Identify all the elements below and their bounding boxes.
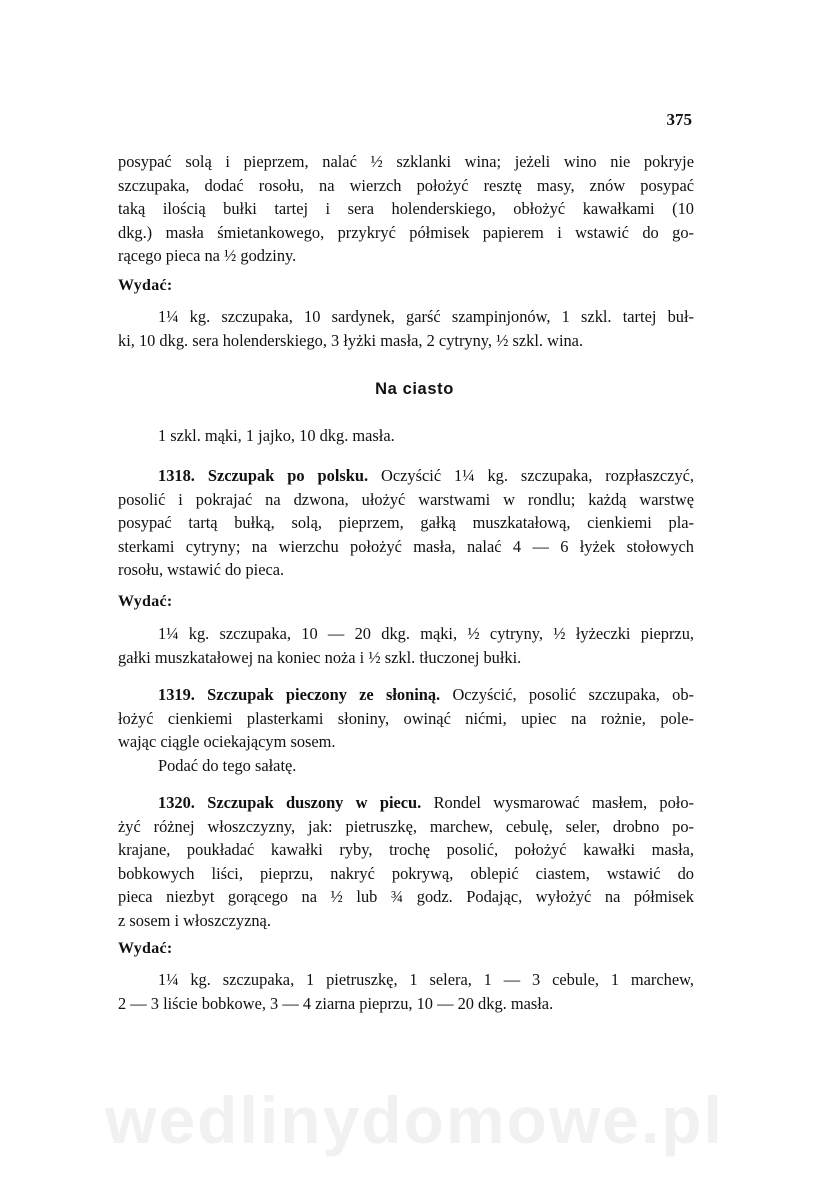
text-line: 1¼ kg. szczupaka, 10 sardynek, garść szampinjonów, 1 szkl. tartej buł- (158, 307, 694, 326)
recipe-number: 1319. (158, 685, 195, 704)
recipe-1318 (118, 464, 694, 582)
ingredients-section-1 (118, 274, 694, 298)
ingredients-heading: Wydać: (118, 940, 173, 957)
ingredients-section-3 (118, 937, 694, 961)
text-line: gałki muszkatałowej na koniec noża i ½ szkl. tłuczonej bułki. (118, 647, 522, 667)
recipe-first-line (118, 791, 694, 815)
text-line: rącego pieca na ½ godziny. (118, 246, 297, 265)
recipe-number: 1318. (158, 466, 195, 485)
recipe-1320 (118, 791, 694, 932)
text-line: 2 — 3 liście bobkowe, 3 — 4 ziarna pieprzu, 10 — 20 dkg. masła. (118, 993, 554, 1013)
text-line: bobkowych liści, pieprzu, nakryć pokrywą, oblepić ciastem, wstawić do (118, 863, 694, 883)
text-line: pieca niezbyt gorącego na ½ lub ¾ godz. Podając, wyłożyć na półmisek (118, 887, 694, 906)
recipe-first-line (118, 464, 694, 488)
recipe-number: 1320. (158, 793, 195, 812)
recipe-title: Szczupak po polsku. (207, 466, 369, 485)
recipe-title: Szczupak duszony w piecu. (207, 793, 422, 812)
recipe-text: Oczyścić, posolić szczupaka, ob- (452, 685, 694, 704)
page-number: 375 (666, 110, 692, 129)
text-line: z sosem i włoszczyzną. (118, 910, 271, 930)
text-line: posypać solą i pieprzem, nalać ½ szklanki wina; jeżeli wino nie pokryje (118, 152, 694, 171)
text-line: sterkami cytryny; na wierzchu położyć masła, nalać 4 — 6 łyżek stołowych (118, 536, 694, 556)
ingredients-list-3 (118, 968, 694, 1015)
dough-ingredients (118, 424, 694, 448)
text-line: ki, 10 dkg. sera holenderskiego, 3 łyżki masła, 2 cytryny, ½ szkl. wina. (118, 330, 584, 350)
text-line: rosołu, wstawić do pieca. (118, 560, 285, 579)
ingredients-heading: Wydać: (118, 277, 173, 294)
ingredients-section-2 (118, 590, 694, 614)
text-line: żyć różnej włoszczyzny, jak: pietruszkę, marchew, cebulę, seler, drobno po- (118, 816, 694, 836)
text-line: taką ilością bułki tartej i sera holenderskiego, obłożyć kawałkami (10 (118, 199, 694, 218)
paragraph-continuation (118, 150, 694, 268)
text-line: 1¼ kg. szczupaka, 10 — 20 dkg. mąki, ½ cytryny, ½ łyżeczki pieprzu, (158, 624, 694, 643)
text-line: krajane, poukładać kawałki ryby, trochę posolić, położyć kawałki masła, (118, 840, 694, 859)
text-line: dkg.) masła śmietankowego, przykryć półmisek papierem i wstawić do go- (118, 222, 694, 242)
text-line: szczupaka, dodać rosołu, na wierzch położyć resztę masy, znów posypać (118, 175, 694, 195)
recipe-first-line (118, 683, 694, 707)
text-line: 1¼ kg. szczupaka, 1 pietruszkę, 1 selera, 1 — 3 cebule, 1 marchew, (158, 970, 694, 989)
section-title-na-ciasto: Na ciasto (375, 380, 454, 398)
ingredients-list-2 (118, 622, 694, 669)
recipe-text: Rondel wysmarować masłem, poło- (433, 793, 694, 812)
text-line: wając ciągle ociekającym sosem. (118, 732, 336, 751)
text-line: posypać tartą bułką, solą, pieprzem, gałką muszkatałową, cienkiemi pla- (118, 513, 694, 532)
text-line: posolić i pokrajać na dzwona, ułożyć warstwami w rondlu; każdą warstwę (118, 489, 694, 509)
recipe-note: Podać do tego sałatę. (158, 755, 297, 775)
text-line: 1 szkl. mąki, 1 jajko, 10 dkg. masła. (158, 426, 395, 445)
watermark: wedlinydomowe.pl (105, 1083, 724, 1157)
recipe-1319 (118, 683, 694, 777)
text-line: łożyć cienkiemi plasterkami słoniny, owinąć nićmi, upiec na rożnie, pole- (118, 708, 694, 728)
recipe-title: Szczupak pieczony ze słoniną. (207, 685, 441, 704)
ingredients-heading: Wydać: (118, 593, 173, 610)
recipe-text: Oczyścić 1¼ kg. szczupaka, rozpłaszczyć, (381, 466, 694, 485)
ingredients-list-1 (118, 305, 694, 352)
